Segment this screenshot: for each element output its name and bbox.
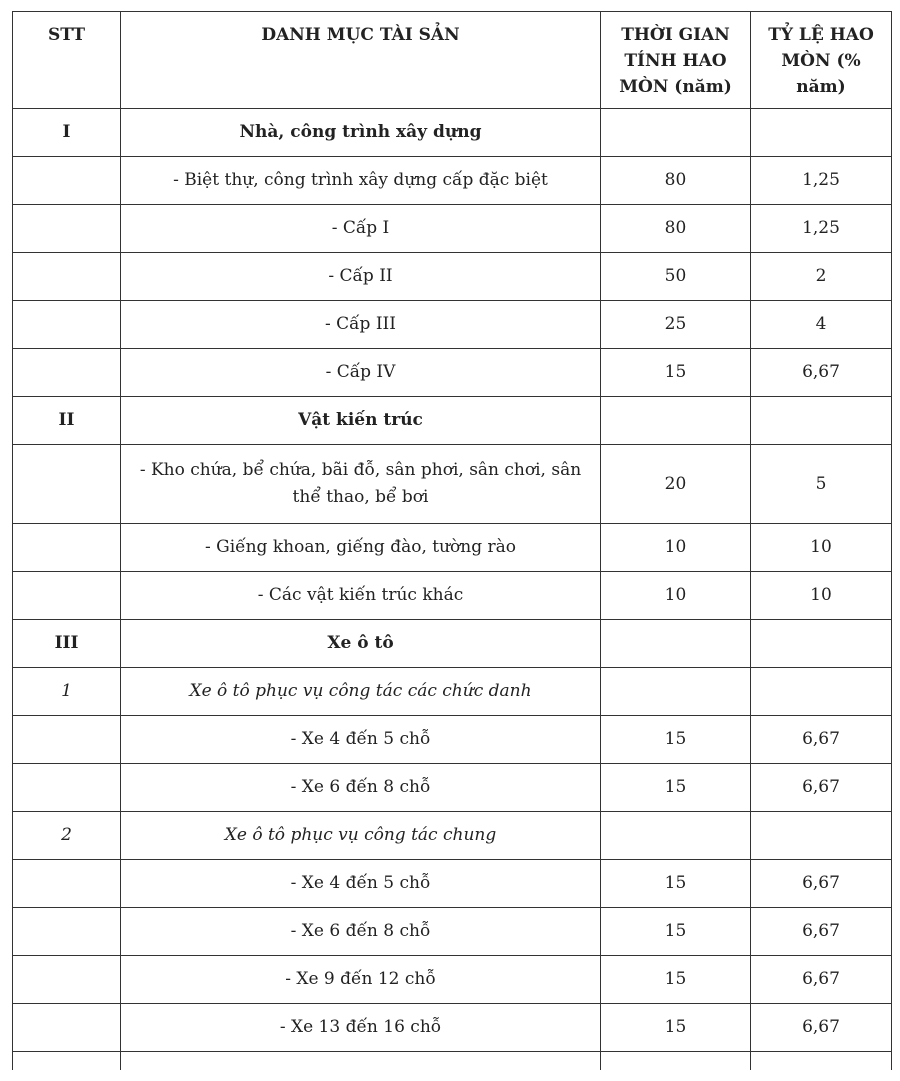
depreciation-rate-cell: 6,67 (751, 349, 892, 397)
asset-name-cell: - Xe 6 đến 8 chỗ (121, 764, 601, 812)
asset-name-cell: - Giếng khoan, giếng đào, tường rào (121, 524, 601, 572)
depreciation-rate-cell: 5 (751, 445, 892, 524)
table-row (13, 764, 892, 812)
header-depreciation-time: THỜI GIAN TÍNH HAO MÒN (năm) (601, 12, 751, 109)
table-row (13, 157, 892, 205)
section-row (13, 109, 892, 157)
stt-cell: III (13, 620, 121, 668)
stt-cell (13, 349, 121, 397)
table-row (13, 524, 892, 572)
depreciation-table (12, 11, 892, 1070)
depreciation-time-cell: 80 (601, 157, 751, 205)
asset-name-cell: - Xe 13 đến 16 chỗ (121, 1004, 601, 1052)
subgroup-row (13, 812, 892, 860)
stt-cell (13, 445, 121, 524)
asset-name-cell: - Cấp I (121, 205, 601, 253)
depreciation-time-cell (601, 109, 751, 157)
asset-name-cell: - Xe 6 đến 8 chỗ (121, 908, 601, 956)
depreciation-time-cell: 15 (601, 860, 751, 908)
stt-cell (13, 524, 121, 572)
depreciation-time-cell: 10 (601, 572, 751, 620)
section-row (13, 620, 892, 668)
asset-name-cell: Xe ô tô phục vụ công tác chung (121, 812, 601, 860)
stt-cell (13, 301, 121, 349)
stt-cell (13, 572, 121, 620)
depreciation-rate-cell (751, 668, 892, 716)
header-depreciation-rate: TỶ LỆ HAO MÒN (% năm) (751, 12, 892, 109)
depreciation-time-cell: 15 (601, 908, 751, 956)
depreciation-time-cell (601, 397, 751, 445)
depreciation-time-cell (601, 668, 751, 716)
stt-cell (13, 956, 121, 1004)
table-body (13, 109, 892, 1070)
depreciation-rate-cell: 10 (751, 524, 892, 572)
empty-cell (121, 1052, 601, 1070)
depreciation-rate-cell: 6,67 (751, 716, 892, 764)
depreciation-time-cell: 15 (601, 764, 751, 812)
depreciation-time-cell: 15 (601, 716, 751, 764)
section-row (13, 397, 892, 445)
stt-cell (13, 860, 121, 908)
stt-cell: II (13, 397, 121, 445)
depreciation-rate-cell: 4 (751, 301, 892, 349)
depreciation-time-cell: 80 (601, 205, 751, 253)
depreciation-rate-cell (751, 620, 892, 668)
depreciation-time-cell: 20 (601, 445, 751, 524)
asset-name-cell: Nhà, công trình xây dựng (121, 109, 601, 157)
stt-cell: 1 (13, 668, 121, 716)
table-row (13, 956, 892, 1004)
depreciation-time-cell: 25 (601, 301, 751, 349)
table-row (13, 253, 892, 301)
depreciation-rate-cell: 10 (751, 572, 892, 620)
stt-cell (13, 205, 121, 253)
table-row (13, 445, 892, 524)
stt-cell (13, 908, 121, 956)
asset-name-cell: - Biệt thự, công trình xây dựng cấp đặc biệt (121, 157, 601, 205)
depreciation-rate-cell: 6,67 (751, 764, 892, 812)
asset-name-cell: - Xe 9 đến 12 chỗ (121, 956, 601, 1004)
asset-name-cell: - Các vật kiến trúc khác (121, 572, 601, 620)
stt-cell: I (13, 109, 121, 157)
table-row (13, 716, 892, 764)
depreciation-time-cell: 15 (601, 956, 751, 1004)
asset-name-cell: Vật kiến trúc (121, 397, 601, 445)
depreciation-rate-cell: 6,67 (751, 956, 892, 1004)
asset-name-cell: Xe ô tô (121, 620, 601, 668)
depreciation-rate-cell: 1,25 (751, 205, 892, 253)
depreciation-rate-cell (751, 397, 892, 445)
table-row-partial (13, 1052, 892, 1070)
stt-cell (13, 716, 121, 764)
table-header-row (13, 12, 892, 109)
asset-name-cell: Xe ô tô phục vụ công tác các chức danh (121, 668, 601, 716)
asset-name-cell: - Cấp III (121, 301, 601, 349)
depreciation-time-cell: 50 (601, 253, 751, 301)
stt-cell (13, 1004, 121, 1052)
table-row (13, 860, 892, 908)
asset-name-cell: - Xe 4 đến 5 chỗ (121, 716, 601, 764)
table-row (13, 301, 892, 349)
table-row (13, 205, 892, 253)
depreciation-rate-cell: 1,25 (751, 157, 892, 205)
stt-cell: 2 (13, 812, 121, 860)
table-row (13, 572, 892, 620)
asset-name-cell: - Cấp II (121, 253, 601, 301)
depreciation-rate-cell: 6,67 (751, 908, 892, 956)
table-row (13, 1004, 892, 1052)
header-asset-category: DANH MỤC TÀI SẢN (121, 12, 601, 109)
asset-name-cell: - Cấp IV (121, 349, 601, 397)
asset-name-cell: - Kho chứa, bể chứa, bãi đỗ, sân phơi, sân chơi, sân thể thao, bể bơi (121, 445, 601, 524)
table-row (13, 908, 892, 956)
depreciation-rate-cell (751, 812, 892, 860)
depreciation-time-cell (601, 812, 751, 860)
table-row (13, 349, 892, 397)
depreciation-time-cell: 15 (601, 1004, 751, 1052)
header-stt: STT (13, 12, 121, 109)
depreciation-time-cell (601, 620, 751, 668)
depreciation-time-cell: 15 (601, 349, 751, 397)
empty-cell (751, 1052, 892, 1070)
depreciation-rate-cell (751, 109, 892, 157)
stt-cell (13, 764, 121, 812)
depreciation-rate-cell: 6,67 (751, 860, 892, 908)
asset-name-cell: - Xe 4 đến 5 chỗ (121, 860, 601, 908)
subgroup-row (13, 668, 892, 716)
depreciation-rate-cell: 2 (751, 253, 892, 301)
stt-cell (13, 157, 121, 205)
depreciation-time-cell: 10 (601, 524, 751, 572)
empty-cell (13, 1052, 121, 1070)
stt-cell (13, 253, 121, 301)
depreciation-rate-cell: 6,67 (751, 1004, 892, 1052)
empty-cell (601, 1052, 751, 1070)
